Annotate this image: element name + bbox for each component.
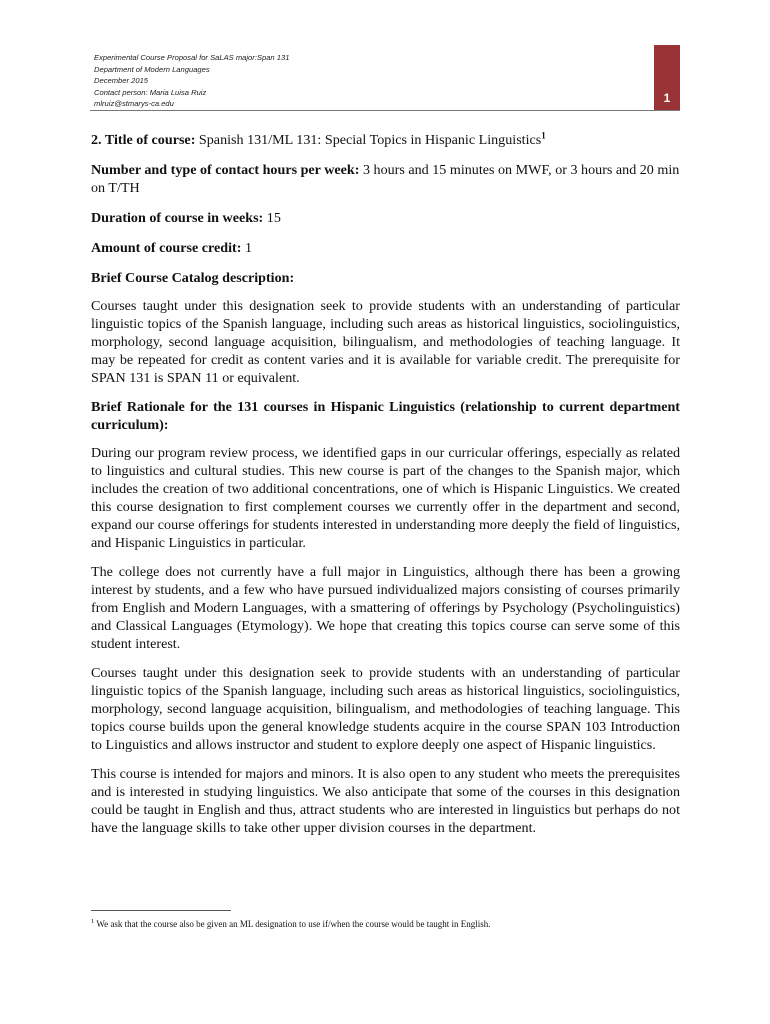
footnote-divider xyxy=(91,910,231,911)
course-title xyxy=(91,131,680,149)
course-title-value: Spanish 131/ML 131: Special Topics in Hispanic Linguistics xyxy=(198,132,542,148)
footnote-reference: 1 xyxy=(541,130,546,141)
header-date: December 2015 xyxy=(94,76,149,86)
course-duration xyxy=(91,209,680,227)
rationale-paragraph: During our program review process, we identified gaps in our curricular offerings, especially as related to linguistics and cultural studies. This new course is part of the changes to the Spanish major, which includes the creation of two additional concentrations, one of which is Hispanic Linguistics. We created this course designation to first complement courses we currently offer in the department and second, expand our course offerings for students interested in understanding more deeply the field of linguistics, and Hispanic Linguistics in particular. xyxy=(91,445,680,551)
header-divider xyxy=(90,110,680,111)
rationale-paragraph: This course is intended for majors and minors. It is also open to any student who meets the prerequisites and is interested in studying linguistics. We also anticipate that some of the courses in this designation could be taught in English and thus, attract students who are interested in linguistics but perhaps do not have the language skills to take other upper division courses in the department. xyxy=(91,766,680,836)
rationale-heading: Brief Rationale for the 131 courses in Hispanic Linguistics (relationship to current department curriculum): xyxy=(91,399,680,433)
rationale-paragraph: The college does not currently have a full major in Linguistics, although there has been a growing interest by students, and a few who have pursued individualized majors consisting of courses primarily from English and Modern Languages, with a smattering of offerings by Psychology (Psycholinguistics) and Classical Languages (Etymology). We hope that creating this topics course can serve some of this student interest. xyxy=(91,564,680,652)
header-proposal-title: Experimental Course Proposal for SaLAS major:Span 131 xyxy=(94,53,290,62)
footnote-number: 1 xyxy=(91,918,95,925)
contact-hours-value: 3 hours and 15 minutes on MWF, or 3 hours and 20 min on T/TH xyxy=(91,162,680,196)
course-credit xyxy=(91,239,680,257)
page-number: 1 xyxy=(663,91,671,105)
header-contact-email: mlruiz@stmarys-ca.edu xyxy=(94,99,174,109)
contact-hours-label: Number and type of contact hours per week: xyxy=(91,162,360,178)
contact-hours xyxy=(91,161,680,197)
credit-value: 1 xyxy=(244,240,253,256)
footnote-text: We ask that the course also be given an ML designation to use if/when the course would be taught in English. xyxy=(96,919,491,929)
footnote xyxy=(91,918,680,930)
duration-value: 15 xyxy=(266,210,281,226)
document-body xyxy=(91,131,680,848)
header-contact-person: Contact person: Maria Luisa Ruiz xyxy=(94,87,207,97)
rationale-paragraph: Courses taught under this designation seek to provide students with an understanding of particular linguistic topics of the Spanish language, including such areas as historical linguistics, sociolinguistics, morphology, second language acquisition, bilingualism, and methodologies of teaching language. This topics course builds upon the general knowledge students acquire in the course SPAN 103 Introduction to Linguistics and allows instructor and student to explore deeply one aspect of Hispanic linguistics. xyxy=(91,665,680,753)
catalog-description: Courses taught under this designation seek to provide students with an understanding of particular linguistic topics of the Spanish language, including such areas as historical linguistics, sociolinguistics, morphology, second language acquisition, bilingualism, and methodologies of teaching language. It may be repeated for credit as content varies and it is available for variable credit. The prerequisite for SPAN 131 is SPAN 11 or equivalent. xyxy=(91,298,680,386)
catalog-heading: Brief Course Catalog description: xyxy=(91,270,295,286)
course-title-label: 2. Title of course: xyxy=(91,132,196,148)
header-department: Department of Modern Languages xyxy=(94,64,210,74)
page-header xyxy=(94,52,289,110)
credit-label: Amount of course credit: xyxy=(91,240,242,256)
page-number-tab xyxy=(654,45,680,111)
duration-label: Duration of course in weeks: xyxy=(91,210,264,226)
